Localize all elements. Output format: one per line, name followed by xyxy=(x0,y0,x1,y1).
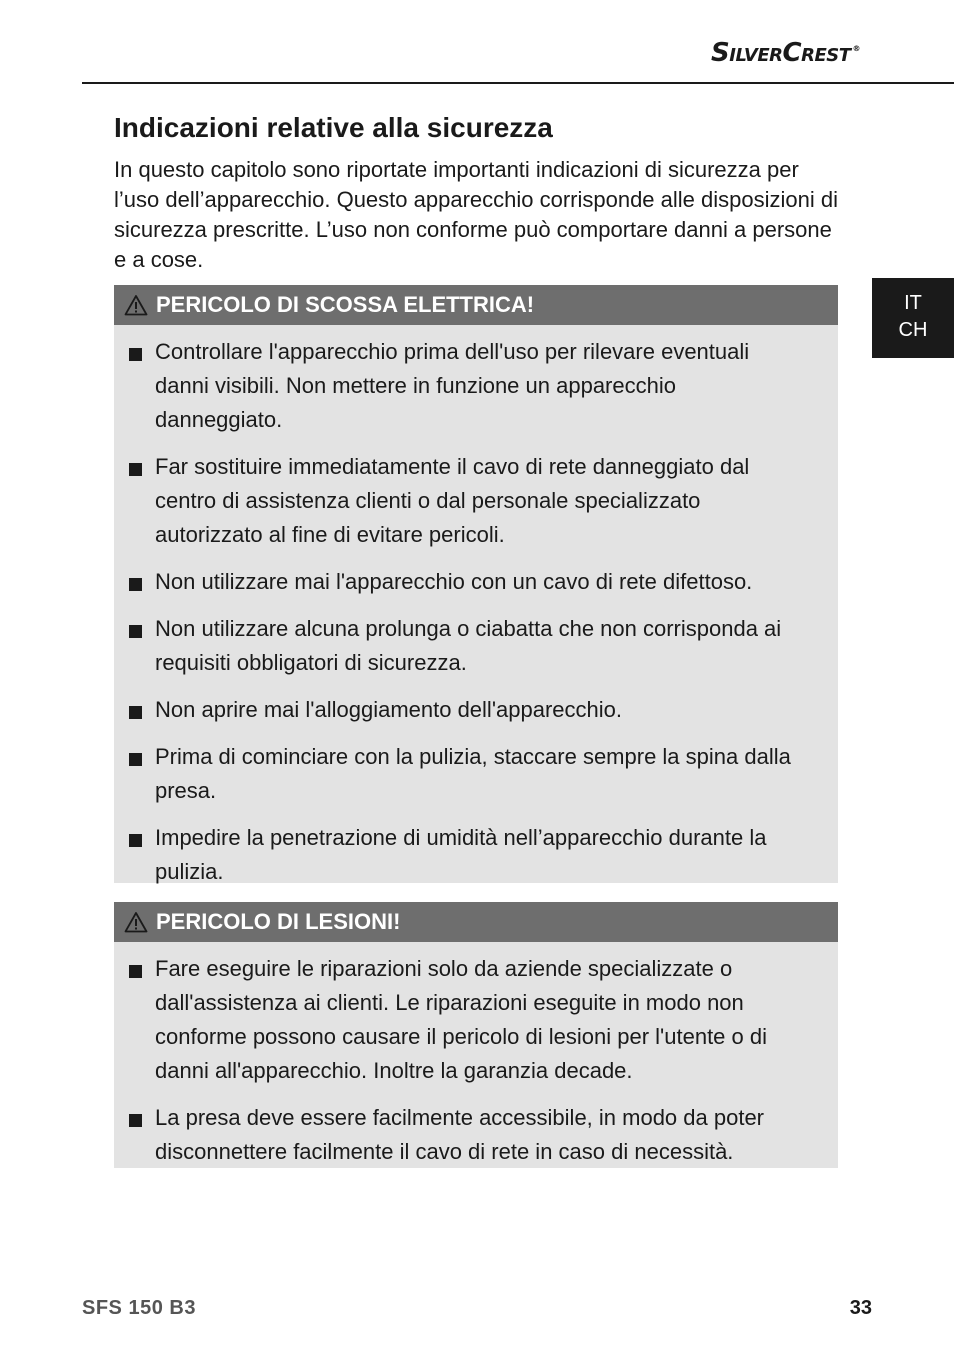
warning-list xyxy=(114,942,838,1169)
header-rule xyxy=(82,82,954,84)
brand-logo: SilverCrest ® xyxy=(711,38,860,68)
language-code-it: IT xyxy=(904,292,922,314)
list-item: Far sostituire immediatamente il cavo di rete danneggiato dal centro di assistenza clienti o dal personale specializzato autorizzato al fine di evitare pericoli. xyxy=(114,450,808,552)
warning-header xyxy=(114,902,838,942)
warning-box-injury xyxy=(114,902,838,1168)
list-item: Fare eseguire le riparazioni solo da aziende specializzate o dall'assistenza ai clienti. Le riparazioni eseguite in modo non conforme possono causare il pericolo di lesioni per l'utente o di danni all'apparecchio. Inoltre la garanzia decade. xyxy=(114,952,808,1088)
warning-triangle-icon xyxy=(124,294,148,316)
list-item: Impedire la penetrazione di umidità nell’apparecchio durante la pulizia. xyxy=(114,821,808,889)
square-bullet-icon xyxy=(129,834,142,847)
list-item: La presa deve essere facilmente accessibile, in modo da poter disconnettere facilmente il cavo di rete in caso di necessità. xyxy=(114,1101,808,1169)
footer-model-number: SFS 150 B3 xyxy=(82,1297,196,1319)
square-bullet-icon xyxy=(129,463,142,476)
warning-header xyxy=(114,285,838,325)
page-number: 33 xyxy=(849,1297,872,1319)
warning-heading: PERICOLO DI SCOSSA ELETTRICA! xyxy=(156,292,535,317)
list-item: Controllare l'apparecchio prima dell'uso per rilevare eventuali danni visibili. Non mettere in funzione un apparecchio danneggiato. xyxy=(114,335,808,437)
language-code-ch: CH xyxy=(898,319,928,341)
square-bullet-icon xyxy=(129,578,142,591)
square-bullet-icon xyxy=(129,753,142,766)
language-tab xyxy=(872,278,954,358)
intro-paragraph: In questo capitolo sono riportate importanti indicazioni di sicurezza per l’uso dell’apparecchio. Questo apparecchio corrisponde alle disposizioni di sicurezza prescritte. L’uso non conforme può comportare danni a persone e a cose. xyxy=(114,157,838,272)
warning-triangle-icon xyxy=(124,911,148,933)
list-item: Non utilizzare alcuna prolunga o ciabatta che non corrisponda ai requisiti obbligatori di sicurezza. xyxy=(114,612,808,680)
square-bullet-icon xyxy=(129,1114,142,1127)
list-item: Non aprire mai l'alloggiamento dell'apparecchio. xyxy=(114,693,808,727)
list-item: Prima di cominciare con la pulizia, staccare sempre la spina dalla presa. xyxy=(114,740,808,808)
square-bullet-icon xyxy=(129,348,142,361)
list-item: Non utilizzare mai l'apparecchio con un cavo di rete difettoso. xyxy=(114,565,808,599)
square-bullet-icon xyxy=(129,625,142,638)
warning-box-electric-shock xyxy=(114,285,838,883)
square-bullet-icon xyxy=(129,706,142,719)
warning-list xyxy=(114,325,838,889)
square-bullet-icon xyxy=(129,965,142,978)
warning-heading: PERICOLO DI LESIONI! xyxy=(156,909,401,934)
page-title: Indicazioni relative alla sicurezza xyxy=(114,112,553,143)
